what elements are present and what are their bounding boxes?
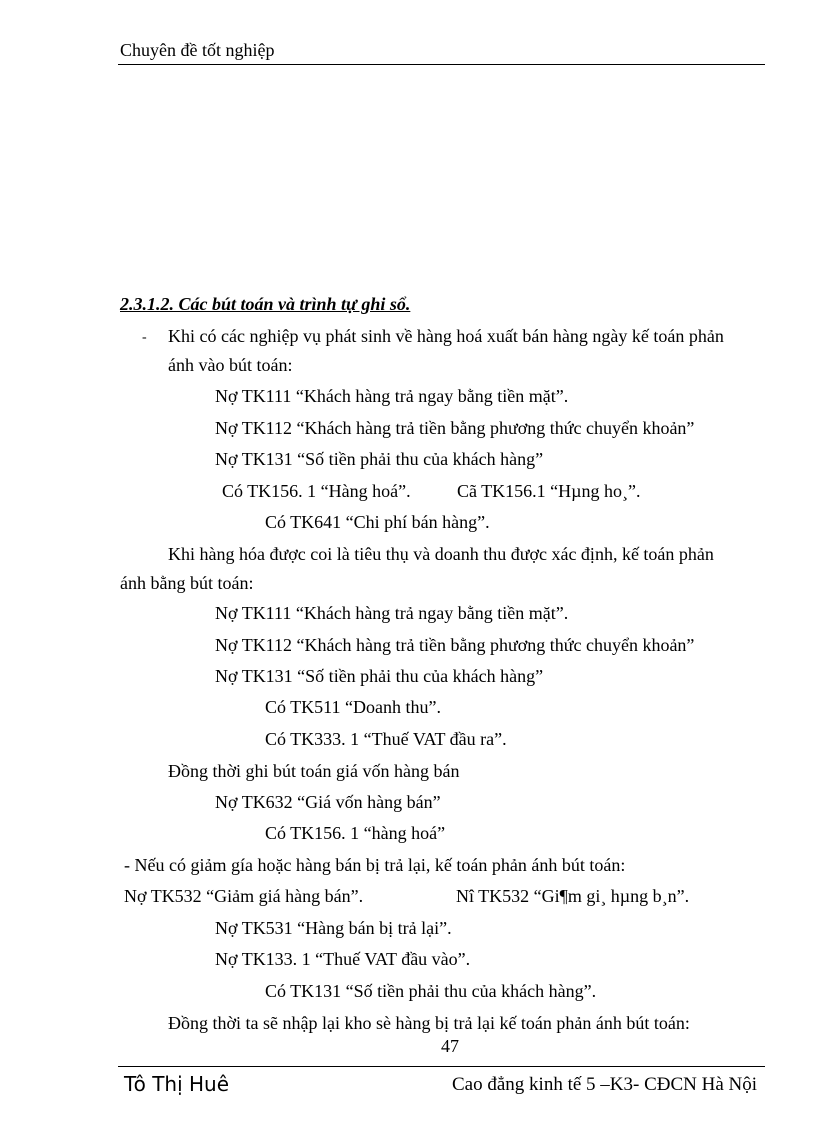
body-line: - Nếu có giảm gía hoặc hàng bán bị trả lại, kế toán phản ánh bút toán: [124, 855, 626, 875]
journal-entry-debit: Nợ TK532 “Giảm giá hàng bán”. [124, 886, 364, 906]
footer-rule [118, 1066, 765, 1067]
journal-entry-debit: Nợ TK131 “Số tiền phải thu của khách hàng” [215, 666, 544, 686]
body-line: Đồng thời ta sẽ nhập lại kho sè hàng bị trả lại kế toán phản ánh bút toán: [168, 1013, 690, 1033]
header-title: Chuyên đề tốt nghiệp [120, 40, 275, 60]
journal-entry-debit: Nợ TK111 “Khách hàng trả ngay bằng tiền mặt”. [215, 386, 569, 406]
journal-entry-debit-garbled: Nî TK532 “Gi¶m gi¸ hµng b¸n”. [456, 886, 690, 906]
footer-school: Cao đẳng kinh tế 5 –K3- CĐCN Hà Nội [452, 1074, 758, 1095]
body-line: Đồng thời ghi bút toán giá vốn hàng bán [168, 761, 460, 781]
journal-entry-debit: Nợ TK131 “Số tiền phải thu của khách hàng” [215, 449, 544, 469]
body-line: Khi có các nghiệp vụ phát sinh về hàng hoá xuất bán hàng ngày kế toán phản [168, 326, 724, 346]
page-number: 47 [441, 1036, 459, 1056]
journal-entry-credit: Có TK511 “Doanh thu”. [265, 697, 441, 717]
journal-entry-debit: Nợ TK112 “Khách hàng trả tiền bằng phương thức chuyển khoản” [215, 635, 695, 655]
journal-entry-credit: Có TK156. 1 “Hàng hoá”. [222, 481, 411, 501]
body-line: ánh bằng bút toán: [120, 573, 254, 593]
journal-entry-debit: Nợ TK632 “Giá vốn hàng bán” [215, 792, 441, 812]
journal-entry-credit: Có TK641 “Chi phí bán hàng”. [265, 512, 490, 532]
body-line: Khi hàng hóa được coi là tiêu thụ và doanh thu được xác định, kế toán phản [168, 544, 714, 564]
section-heading: 2.3.1.2. Các bút toán và trình tự ghi sổ. [120, 294, 411, 314]
journal-entry-debit: Nợ TK112 “Khách hàng trả tiền bằng phương thức chuyển khoản” [215, 418, 695, 438]
journal-entry-debit: Nợ TK531 “Hàng bán bị trả lại”. [215, 918, 452, 938]
journal-entry-credit: Có TK156. 1 “hàng hoá” [265, 823, 446, 843]
journal-entry-credit: Có TK333. 1 “Thuế VAT đầu ra”. [265, 729, 507, 749]
journal-entry-debit: Nợ TK133. 1 “Thuế VAT đầu vào”. [215, 949, 471, 969]
journal-entry-credit-garbled: Cã TK156.1 “Hµng ho¸”. [457, 481, 641, 501]
journal-entry-credit: Có TK131 “Số tiền phải thu của khách hàng”. [265, 981, 597, 1001]
footer-author: Tô Thị Huê [124, 1072, 230, 1096]
bullet-mark: - [142, 330, 147, 345]
body-line: ánh vào bút toán: [168, 355, 293, 375]
journal-entry-debit: Nợ TK111 “Khách hàng trả ngay bằng tiền mặt”. [215, 603, 569, 623]
header-rule [118, 64, 765, 65]
